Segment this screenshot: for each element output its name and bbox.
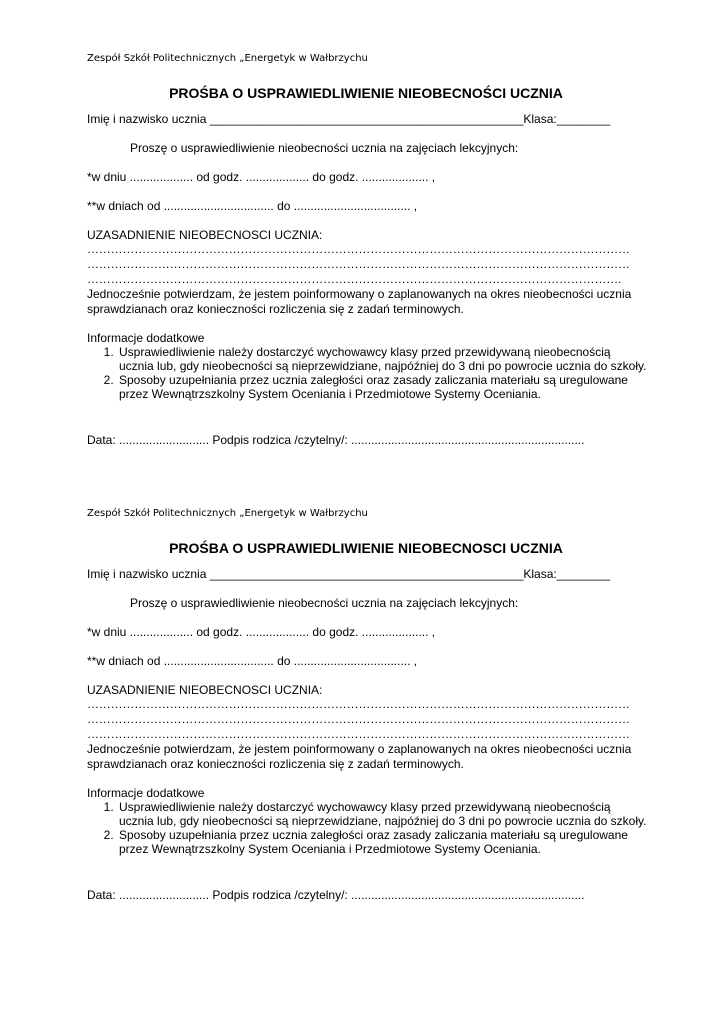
info-heading: Informacje dodatkowe: [87, 331, 205, 345]
absence-form-1: [87, 52, 647, 447]
justification-dots-line: …………………………………………………………………………………………………………………………: [87, 697, 630, 711]
info-item: 1. Usprawiedliwienie należy dostarczyć wychowawcy klasy przed przewidywaną nieobecnością ucznia lub, gdy nieobecności są nieprzewidziane, najpóźniej do 3 dni po powrocie ucznia do szkoły.: [117, 345, 647, 373]
school-name: Zespół Szkół Politechnicznych „Energetyk w Wałbrzychu: [87, 53, 368, 64]
justification-label: UZASADNIENIE NIEOBECNOSCI UCZNIA:: [87, 228, 323, 242]
student-name-class-line: Imię i nazwisko ucznia _______________________________________________Klasa:________: [87, 567, 611, 581]
single-day-line: *w dniu ................... od godz. ................... do godz. .................... ,: [87, 170, 436, 184]
school-name: Zespół Szkół Politechnicznych „Energetyk w Wałbrzychu: [87, 508, 368, 519]
info-item: 2. Sposoby uzupełniania przez ucznia zaległości oraz zasady zaliczania materiału są uregulowane przez Wewnątrzszkolny System Oceniania i Przedmiotowe Systemy Oceniania.: [117, 373, 647, 401]
date-signature-line: Data: ........................... Podpis rodzica /czytelny/: ......................................................................: [87, 888, 585, 902]
single-day-line: *w dniu ................... od godz. ................... do godz. .................... ,: [87, 625, 436, 639]
form-title: PROŚBA O USPRAWIEDLIWIENIE NIEOBECNOŚCI UCZNIA: [169, 85, 563, 101]
info-item: 1. Usprawiedliwienie należy dostarczyć wychowawcy klasy przed przewidywaną nieobecnością ucznia lub, gdy nieobecności są nieprzewidziane, najpóźniej do 3 dni po powrocie ucznia do szkoły.: [117, 800, 647, 828]
info-list: [87, 345, 647, 401]
request-line: Proszę o usprawiedliwienie nieobecności ucznia na zajęciach lekcyjnych:: [130, 141, 519, 155]
multi-day-line: **w dniach od ................................. do ................................... ,: [87, 654, 418, 668]
multi-day-line: **w dniach od ................................. do ................................... ,: [87, 199, 418, 213]
student-name-class-line: Imię i nazwisko ucznia _______________________________________________Klasa:________: [87, 112, 611, 126]
request-line: Proszę o usprawiedliwienie nieobecności ucznia na zajęciach lekcyjnych:: [130, 596, 519, 610]
form-title: PROŚBA O USPRAWIEDLIWIENIE NIEOBECNOSCI UCZNIA: [169, 540, 563, 556]
info-item: 2. Sposoby uzupełniania przez ucznia zaległości oraz zasady zaliczania materiału są uregulowane przez Wewnątrzszkolny System Oceniania i Przedmiotowe Systemy Oceniania.: [117, 828, 647, 856]
date-signature-line: Data: ........................... Podpis rodzica /czytelny/: ......................................................................: [87, 433, 585, 447]
justification-dots-line: …………………………………………………………………………………………………………………………: [87, 727, 630, 741]
info-list: [87, 800, 647, 856]
parent-confirmation: Jednocześnie potwierdzam, że jestem poinformowany o zaplanowanych na okres nieobecności ucznia sprawdzianach oraz konieczności rozliczenia się z zadań terminowych.: [87, 742, 632, 771]
justification-dots-line: …………………………………………………………………………………………………………………………: [87, 712, 630, 726]
parent-confirmation: Jednocześnie potwierdzam, że jestem poinformowany o zaplanowanych na okres nieobecności ucznia sprawdzianach oraz konieczności rozliczenia się z zadań terminowych.: [87, 287, 632, 316]
justification-dots-line: …………………………………………………………………………………………………………………………: [87, 257, 630, 271]
info-heading: Informacje dodatkowe: [87, 786, 205, 800]
justification-dots-line: …………………………………………………………………………………………………………………………: [87, 242, 630, 256]
justification-dots-line: ……………………………………………………………………………………………………………………….: [87, 272, 622, 286]
absence-form-2: [87, 507, 647, 902]
justification-label: UZASADNIENIE NIEOBECNOSCI UCZNIA:: [87, 683, 323, 697]
